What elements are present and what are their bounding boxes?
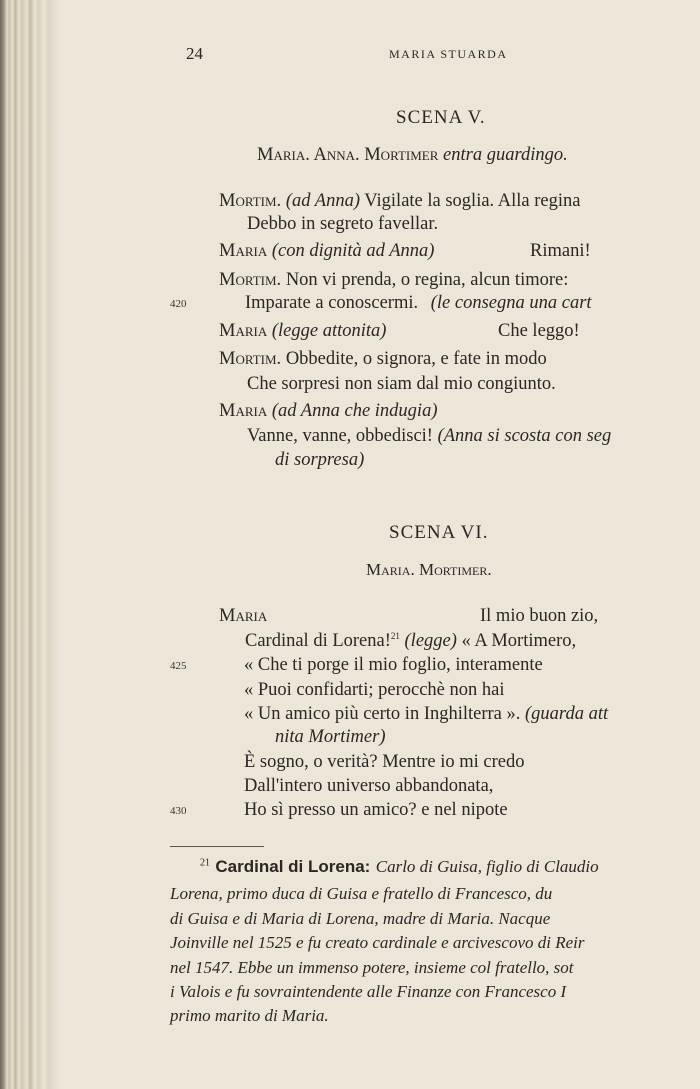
footnote-line: di Guisa e di Maria di Lorena, madre di Maria. Nacque bbox=[170, 909, 551, 928]
running-title: MARIA STUARDA bbox=[389, 47, 508, 61]
verse-line: Dall'intero universo abbandonata, bbox=[244, 776, 494, 796]
footnote-line: Lorena, primo duca di Guisa e fratello di Francesco, du bbox=[170, 884, 553, 903]
verse-line: Mortim. (ad Anna) Vigilate la soglia. Alla regina bbox=[219, 191, 581, 211]
verse-line: Cardinal di Lorena!$^{21}$ (legge) « A Mortimero, bbox=[245, 631, 577, 652]
verse-line: Mortim. Non vi prenda, o regina, alcun timore: bbox=[219, 270, 569, 290]
speaker: Maria bbox=[219, 606, 268, 626]
stage-direction: di sorpresa) bbox=[275, 450, 365, 470]
verse-line: « Puoi confidarti; perocchè non hai bbox=[244, 680, 505, 700]
verse-line: Vanne, vanne, obbedisci! (Anna si scosta con seg bbox=[247, 426, 612, 446]
scene-6-cast: Maria. Mortimer. bbox=[366, 560, 492, 579]
footnote-line: i Valois e fu sovraintendente alle Finanze con Francesco I bbox=[170, 982, 567, 1001]
verse-line-continuation: Rimani! bbox=[530, 241, 591, 261]
verse-line: Mortim. Obbedite, o signora, e fate in modo bbox=[219, 349, 547, 369]
line-number: 420 bbox=[170, 298, 187, 310]
scene-6-heading: SCENA VI. bbox=[389, 522, 489, 543]
stage-direction: nita Mortimer) bbox=[275, 727, 386, 747]
verse-line: Ho sì presso un amico? e nel nipote bbox=[244, 800, 508, 820]
verse-line: « Che ti porge il mio foglio, interamente bbox=[244, 655, 543, 675]
verse-line: È sogno, o verità? Mentre io mi credo bbox=[244, 752, 525, 772]
footnote-ref: 21 bbox=[390, 631, 400, 641]
line-number: 425 bbox=[170, 660, 187, 672]
footnote-term: Cardinal di Lorena: bbox=[215, 857, 371, 876]
verse-line: Debbo in segreto favellar. bbox=[247, 214, 439, 234]
verse-line: Che sorpresi non siam dal mio congiunto. bbox=[247, 374, 556, 394]
line-number: 430 bbox=[170, 805, 187, 817]
scene-5-heading: SCENA V. bbox=[396, 107, 486, 128]
verse-line: Maria (ad Anna che indugia) bbox=[219, 401, 438, 421]
verse-line: Maria (con dignità ad Anna) bbox=[219, 241, 435, 261]
book-page-edge bbox=[0, 0, 58, 1089]
page-number: 24 bbox=[186, 44, 203, 63]
footnote-line: Joinville nel 1525 e fu creato cardinale e arcivescovo di Reir bbox=[170, 933, 585, 952]
footnote-line: primo marito di Maria. bbox=[170, 1006, 329, 1025]
scene-5-cast: Maria. Anna. Mortimer entra guardingo. bbox=[257, 145, 568, 165]
footnote-number: 21 bbox=[200, 857, 210, 869]
footnote-line: $^{21}$ Cardinal di Lorena: Carlo di Guisa, figlio di Claudio bbox=[200, 857, 599, 876]
footnote-line: nel 1547. Ebbe un immenso potere, insieme col fratello, sot bbox=[170, 958, 574, 977]
verse-line-continuation: Il mio buon zio, bbox=[480, 606, 599, 626]
verse-line: Maria (legge attonita) bbox=[219, 321, 387, 341]
verse-line-continuation: Che leggo! bbox=[498, 321, 580, 341]
verse-line: « Un amico più certo in Inghilterra ». (guarda att bbox=[244, 704, 609, 724]
footnote-divider bbox=[170, 846, 264, 847]
verse-line: Imparate a conoscermi. (le consegna una cart bbox=[245, 293, 592, 313]
